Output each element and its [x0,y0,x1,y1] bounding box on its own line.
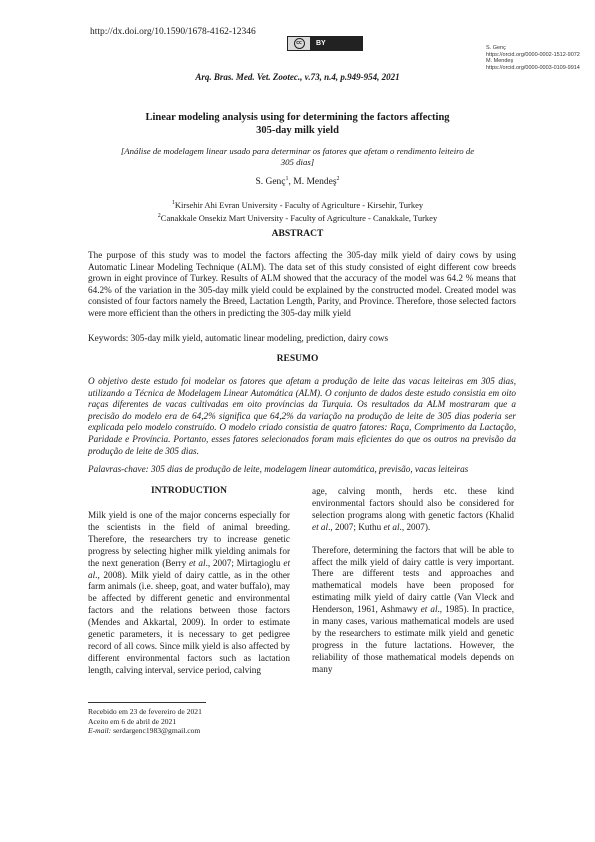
cc-by-license-badge[interactable] [287,36,363,51]
footnote [88,707,202,736]
orcid-author2-name: M. Mendeş [486,58,514,65]
resumo-heading: RESUMO [276,354,319,364]
by-label: BY [310,37,362,50]
orcid-author2-link[interactable]: https://orcid.org/0000-0003-0109-9914 [486,64,580,71]
intro-paragraph-2: Therefore, determining the factors that will be able to affect the milk yield of dairy cattle is very important. There are different tests and approaches and mathematical models have been proposed for estimating milk yield of dairy cattle (Van Vleck and Henderson, 1961, Ashmawy et al., 1985). In practice, in many cases, various mathematical models are used by the researchers to estimate milk yield and genetic progress in the future lactations. However, the reliability of those mathematical models depends on many [312,544,514,674]
orcid-block [486,45,580,71]
contact-email[interactable]: E-mail: serdargenc1983@gmail.com [88,726,201,736]
affiliation-1: $^1$Kirsehir Ahi Evran University - Faculty of Agriculture - Kirsehir, Turkey [171,199,424,210]
affiliations [0,198,595,224]
journal-citation: Arq. Bras. Med. Vet. Zootec., v.73, n.4, p.949-954, 2021 [195,72,400,82]
received-date: Recebido em 23 de fevereiro de 2021 [88,707,202,716]
abstract-text: The purpose of this study was to model the factors affecting the 305-day milk yield of dairy cows by using Automatic Linear Modeling Technique (ALM). The data set of this study consisted of eight different cow breeds grown in eight province of Turkey. Results of ALM showed that the accuracy of the model was 64.2 % means that 64.2% of the variation in the 305-day milk yield could be explained by the constructed model. Created model was consisted of four factors namely the Breed, Lactation Length, Parity, and Province. Therefore, those selected factors were more efficient than the others in predicting the 305-day milk yield [88,250,516,318]
cc-icon: cc [288,37,310,50]
accepted-date: Aceito em 6 de abril de 2021 [88,716,177,726]
author-2: M. Mendeş [293,177,337,188]
author-separator: , [288,177,294,188]
introduction-heading: INTRODUCTION [150,486,227,496]
orcid-author1-link[interactable]: https://orcid.org/0000-0002-1512-9072 [486,51,580,58]
resumo-text: O objetivo deste estudo foi modelar os fatores que afetam a produção de leite das vacas leiteiras em 305 dias, utilizando a Técnica de Modelagem Linear Automática (ALM). O conjunto de dados deste estudo consistia em oito raças diferentes de vacas cultivadas em oito províncias da Turquia. Os resultados da ALM mostraram que a precisão do modelo era de 64,2% significa que 64,2% da variação na produção de leite de 305 dias poderia ser explicada pelo modelo construído. O modelo criado consistia de quatro fatores: Raça, Comprimento da Lactação, Paridade e Província. Portanto, esses fatores selecionados foram mais eficientes do que os outros na previsão da produção de leite de 305 dias. [88,376,516,456]
title-line-1: Linear modeling analysis using for determining the factors affecting [145,112,450,123]
resumo-keywords: Palavras-chave: 305 dias de produção de leite, modelagem linear automática, previsão, vacas leiteiras [88,464,469,474]
article-subtitle-pt: [Análise de modelagem linear usado para determinar os fatores que afetam o rendimento leiteiro de 305 dias] [120,146,475,167]
affiliation-2: $^2$Canakkale Onsekiz Mart University - Faculty of Agriculture - Canakkale, Turkey [157,212,438,223]
author-1: S. Genç [255,177,286,188]
author-1-sup: 1 [285,176,289,182]
footnote-divider [88,702,206,703]
author-list [0,176,595,187]
abstract-keywords: Keywords: 305-day milk yield, automatic linear modeling, prediction, dairy cows [88,333,389,343]
article-title [100,112,495,137]
intro-right-column [312,486,514,676]
abstract-heading: ABSTRACT [271,229,324,239]
intro-paragraph-1: Milk yield is one of the major concerns especially for the scientists in the field of animal breeding. Therefore, the researchers try to increase genetic progress by selecting higher milk yielding animals for the next generation (Berry et al., 2007; Mirtagioglu et al., 2008). Milk yield of dairy cattle, as in the other farm animals (i.e. sheep, goat, and water buffalo), may be affected by different genetic and environmental factors and the relations between those factors (Mendes and Akkartal, 2009). In order to estimate genetic parameters, it is necessary to get pedigree record of all cows. Since milk yield is also affected by different environmental factors such as lactation length, calving interval, service period, calving [88,510,291,675]
doi-link[interactable]: http://dx.doi.org/10.1590/1678-4162-12346 [90,27,256,37]
title-line-2: 305-day milk yield [256,124,339,136]
intro-left-column [88,510,290,677]
author-2-sup: 2 [336,176,340,182]
intro-paragraph-1-cont: age, calving month, herds etc. these kind environmental factors should also be considered for selection programs along with genetic factors (Khalid et al., 2007; Kuthu et al., 2007). [312,486,514,532]
orcid-author1-name: S. Genç [486,45,506,51]
